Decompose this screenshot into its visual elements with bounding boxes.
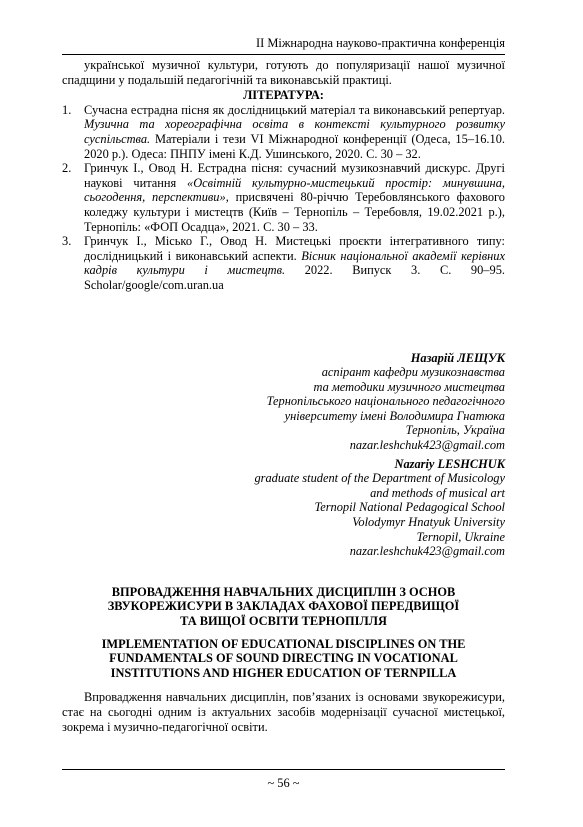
references-list <box>62 103 505 293</box>
author-university-en: Ternopil National Pedagogical School <box>314 500 505 515</box>
reference-item <box>62 103 505 161</box>
author-position-en: graduate student of the Department of Musicology <box>254 471 505 486</box>
reference-text: Гринчук І., Місько Г., Овод Н. Мистецькі проєкти інтегративного типу: дослідницький і виконавський аспекти. <box>84 234 505 263</box>
reference-text-end: Матеріали і тези VI Міжнародної конференції (Одеса, 15–16.10. 2020 р.). Одеса: ПНПУ імені К.Д. Ушинського, 2020. С. 30 – 32. <box>84 131 505 161</box>
intro-paragraph: української музичної культури, готують до популяризації нашої музичної спадщини у подальшій педагогічній та виконавській практиці. <box>62 58 505 87</box>
page-number: ~ 56 ~ <box>267 776 300 790</box>
reference-text-end: , присвячені 80-річчю Теребовлянського фахового коледжу культури і мистецтв (Київ – Тернопіль – Теребовля, 19.02.2021 р.), Тернопіль: «ФОП Осадца», 2021. С. 30 – 33. <box>84 190 505 234</box>
author-block-en <box>62 457 505 559</box>
footer-rule <box>62 769 505 770</box>
reference-item <box>62 161 505 234</box>
title-line: FUNDAMENTALS OF SOUND DIRECTING IN VOCATIONAL <box>109 651 458 666</box>
title-line: IMPLEMENTATION OF EDUCATIONAL DISCIPLINES ON THE <box>101 636 466 651</box>
reference-number: 2. <box>62 161 72 176</box>
author-email-ua: nazar.leshchuk423@gmail.com <box>349 438 505 453</box>
reference-text: Сучасна естрадна пісня як дослідницький матеріал та виконавський репертуар. <box>84 102 505 117</box>
author-position-ua: аспірант кафедри музикознавства <box>321 365 505 380</box>
header-rule <box>62 54 505 55</box>
references-title: ЛІТЕРАТУРА: <box>243 88 324 103</box>
author-university-ua: Тернопільського національного педагогічного <box>266 394 505 409</box>
reference-number: 3. <box>62 234 72 249</box>
reference-italic: Музична та хореографічна освіта в контексті культурного розвитку суспільства. <box>84 117 505 146</box>
reference-italic: Вісник національної академії керівних кадрів культури і мистецтв. <box>84 248 505 278</box>
page-content <box>62 58 505 734</box>
reference-text: Гринчук І., Овод Н. Естрадна пісня: сучасний музикознавчий дискурс. Другі наукові читання <box>84 161 505 190</box>
reference-item <box>62 234 505 292</box>
title-line: INSTITUTIONS AND HIGHER EDUCATION OF TERNPILLA <box>110 665 457 680</box>
author-university-name-en: Volodymyr Hnatyuk University <box>352 515 505 530</box>
author-name-en: Nazariy LESHCHUK <box>394 456 505 471</box>
title-line: ВПРОВАДЖЕННЯ НАВЧАЛЬНИХ ДИСЦИПЛІН З ОСНОВ <box>111 584 456 599</box>
reference-number: 1. <box>62 102 72 117</box>
article-title-ua <box>62 585 505 629</box>
reference-italic: «Освітній культурно-мистецький простір: минувшина, сьогодення, перспективи» <box>84 175 505 205</box>
title-line: ЗВУКОРЕЖИСУРИ В ЗАКЛАДАХ ФАХОВОЇ ПЕРЕДВИЩОЇ <box>107 599 460 614</box>
reference-text-end: 2022. Випуск 3. С. 90–95. Scholar/google/com.uran.ua <box>84 263 505 292</box>
author-block-ua <box>62 351 505 453</box>
author-department-en: and methods of musical art <box>370 485 505 500</box>
author-email-en: nazar.leshchuk423@gmail.com <box>349 544 505 559</box>
running-header: ІІ Міжнародна науково-практична конференція <box>256 36 505 50</box>
title-line: ТА ВИЩОЇ ОСВІТИ ТЕРНОПІЛЛЯ <box>180 614 387 628</box>
author-location-en: Ternopil, Ukraine <box>416 529 505 544</box>
author-location-ua: Тернопіль, Україна <box>405 423 505 438</box>
author-university-name-ua: університету імені Володимира Гнатюка <box>284 408 505 423</box>
article-title-en <box>62 637 505 681</box>
author-department-ua: та методики музичного мистецтва <box>313 379 505 394</box>
body-paragraph: Впровадження навчальних дисциплін, пов’язаних із основами звукорежисури, стає на сьогодні одним із актуальних засобів модернізації сучасної мистецької, зокрема і музично-педагогічної освіти. <box>62 690 505 734</box>
author-name-ua: Назарій ЛЕЩУК <box>410 350 505 365</box>
